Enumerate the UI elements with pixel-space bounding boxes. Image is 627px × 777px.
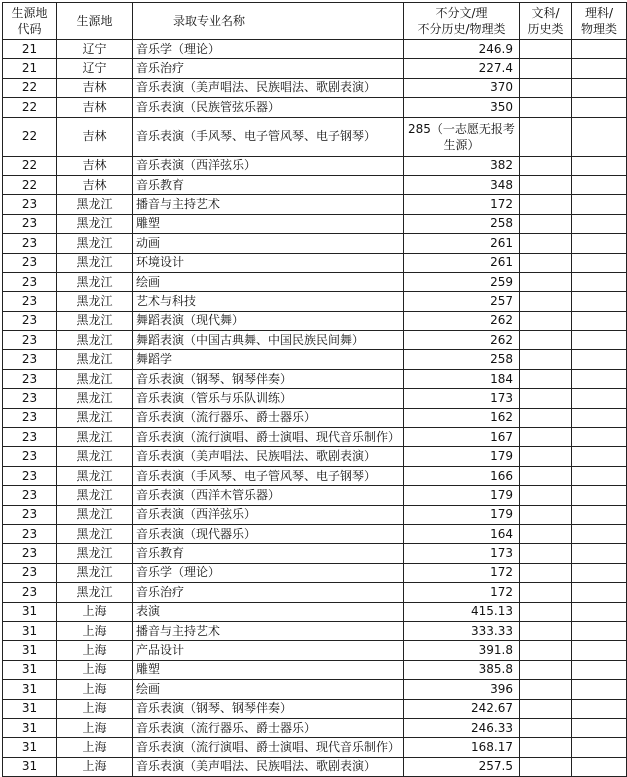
row-score-general: 184	[403, 369, 519, 388]
row-score-general: 385.8	[403, 660, 519, 679]
row-score-science	[571, 59, 626, 78]
row-score-general: 396	[403, 680, 519, 699]
row-score-arts	[519, 447, 571, 466]
row-score-arts	[519, 680, 571, 699]
row-score-science	[571, 428, 626, 447]
row-score-arts	[519, 641, 571, 660]
table-row	[3, 389, 627, 408]
row-score-science	[571, 98, 626, 117]
row-score-arts	[519, 59, 571, 78]
table-row	[3, 214, 627, 233]
row-code: 23	[3, 311, 57, 330]
row-score-arts	[519, 292, 571, 311]
table-row	[3, 641, 627, 660]
row-major: 音乐教育	[132, 544, 403, 563]
row-major: 播音与主持艺术	[132, 621, 403, 640]
row-major: 表演	[132, 602, 403, 621]
row-province: 上海	[56, 718, 132, 737]
row-score-science	[571, 563, 626, 582]
row-major: 音乐表演（美声唱法、民族唱法、歌剧表演）	[132, 78, 403, 97]
row-code: 22	[3, 117, 57, 156]
row-code: 23	[3, 466, 57, 485]
row-score-general: 246.9	[403, 40, 519, 59]
row-score-arts	[519, 253, 571, 272]
row-province: 上海	[56, 699, 132, 718]
row-score-general: 164	[403, 524, 519, 543]
row-code: 23	[3, 331, 57, 350]
row-province: 吉林	[56, 98, 132, 117]
row-score-science	[571, 757, 626, 776]
row-province: 黑龙江	[56, 369, 132, 388]
row-code: 22	[3, 156, 57, 175]
row-major: 动画	[132, 234, 403, 253]
row-code: 22	[3, 175, 57, 194]
row-score-science	[571, 505, 626, 524]
table-row	[3, 117, 627, 156]
row-score-arts	[519, 311, 571, 330]
row-score-general: 257.5	[403, 757, 519, 776]
header-code: 生源地代码	[3, 3, 57, 40]
row-province: 黑龙江	[56, 544, 132, 563]
row-province: 黑龙江	[56, 272, 132, 291]
table-row	[3, 195, 627, 214]
row-score-arts	[519, 175, 571, 194]
row-score-arts	[519, 234, 571, 253]
row-province: 辽宁	[56, 59, 132, 78]
row-code: 31	[3, 641, 57, 660]
row-code: 31	[3, 757, 57, 776]
table-row	[3, 544, 627, 563]
row-score-general: 172	[403, 195, 519, 214]
row-major: 音乐表演（西洋木管乐器）	[132, 486, 403, 505]
row-score-general: 172	[403, 563, 519, 582]
row-province: 上海	[56, 621, 132, 640]
row-major: 舞蹈表演（中国古典舞、中国民族民间舞）	[132, 331, 403, 350]
table-row	[3, 524, 627, 543]
row-province: 黑龙江	[56, 389, 132, 408]
row-score-arts	[519, 486, 571, 505]
row-code: 23	[3, 408, 57, 427]
row-score-general: 333.33	[403, 621, 519, 640]
row-score-arts	[519, 98, 571, 117]
row-score-general: 168.17	[403, 738, 519, 757]
row-score-arts	[519, 621, 571, 640]
row-score-general: 258	[403, 214, 519, 233]
row-score-general: 179	[403, 505, 519, 524]
row-major: 音乐表演（钢琴、钢琴伴奏）	[132, 699, 403, 718]
table-row	[3, 408, 627, 427]
row-score-general: 167	[403, 428, 519, 447]
table-row	[3, 466, 627, 485]
table-row	[3, 234, 627, 253]
row-province: 黑龙江	[56, 292, 132, 311]
row-code: 23	[3, 234, 57, 253]
table-row	[3, 156, 627, 175]
row-code: 23	[3, 563, 57, 582]
row-major: 音乐表演（管乐与乐队训练）	[132, 389, 403, 408]
row-major: 音乐表演（流行演唱、爵士演唱、现代音乐制作）	[132, 738, 403, 757]
row-score-science	[571, 486, 626, 505]
table-row	[3, 311, 627, 330]
row-province: 黑龙江	[56, 234, 132, 253]
row-score-general: 173	[403, 544, 519, 563]
row-score-general: 227.4	[403, 59, 519, 78]
row-major: 音乐表演（美声唱法、民族唱法、歌剧表演）	[132, 757, 403, 776]
row-province: 黑龙江	[56, 524, 132, 543]
row-major: 音乐学（理论）	[132, 563, 403, 582]
row-major: 音乐表演（现代器乐）	[132, 524, 403, 543]
table-row	[3, 253, 627, 272]
row-score-general: 172	[403, 583, 519, 602]
row-code: 23	[3, 272, 57, 291]
row-score-arts	[519, 117, 571, 156]
row-major: 音乐表演（钢琴、钢琴伴奏）	[132, 369, 403, 388]
row-code: 23	[3, 524, 57, 543]
row-score-science	[571, 156, 626, 175]
row-score-science	[571, 680, 626, 699]
row-score-arts	[519, 583, 571, 602]
row-score-general: 370	[403, 78, 519, 97]
table-row	[3, 583, 627, 602]
table-row	[3, 757, 627, 776]
table-body	[3, 40, 627, 777]
row-score-arts	[519, 602, 571, 621]
row-score-science	[571, 641, 626, 660]
row-score-science	[571, 214, 626, 233]
row-score-arts	[519, 369, 571, 388]
row-province: 辽宁	[56, 40, 132, 59]
row-province: 黑龙江	[56, 195, 132, 214]
row-score-arts	[519, 214, 571, 233]
row-score-general: 257	[403, 292, 519, 311]
row-code: 23	[3, 486, 57, 505]
row-score-science	[571, 311, 626, 330]
row-major: 音乐表演（西洋弦乐）	[132, 505, 403, 524]
row-score-general: 261	[403, 253, 519, 272]
row-province: 吉林	[56, 175, 132, 194]
row-score-science	[571, 117, 626, 156]
row-province: 上海	[56, 641, 132, 660]
row-major: 雕塑	[132, 660, 403, 679]
row-score-general: 179	[403, 486, 519, 505]
row-code: 31	[3, 699, 57, 718]
row-code: 23	[3, 583, 57, 602]
row-major: 音乐表演（手风琴、电子管风琴、电子钢琴）	[132, 117, 403, 156]
row-score-general: 382	[403, 156, 519, 175]
table-row	[3, 331, 627, 350]
row-code: 31	[3, 621, 57, 640]
table-row	[3, 175, 627, 194]
row-province: 黑龙江	[56, 466, 132, 485]
table-row	[3, 680, 627, 699]
row-province: 上海	[56, 680, 132, 699]
row-major: 绘画	[132, 680, 403, 699]
table-row	[3, 350, 627, 369]
row-score-general: 285（一志愿无报考生源）	[403, 117, 519, 156]
row-score-arts	[519, 505, 571, 524]
row-code: 21	[3, 59, 57, 78]
row-code: 31	[3, 660, 57, 679]
row-score-general: 350	[403, 98, 519, 117]
row-code: 22	[3, 78, 57, 97]
row-major: 音乐表演（流行器乐、爵士器乐）	[132, 408, 403, 427]
row-score-arts	[519, 757, 571, 776]
row-score-general: 162	[403, 408, 519, 427]
row-score-arts	[519, 660, 571, 679]
row-province: 黑龙江	[56, 253, 132, 272]
row-score-science	[571, 369, 626, 388]
header-province: 生源地	[56, 3, 132, 40]
row-score-arts	[519, 156, 571, 175]
row-score-general: 179	[403, 447, 519, 466]
row-score-science	[571, 175, 626, 194]
row-major: 舞蹈表演（现代舞）	[132, 311, 403, 330]
row-score-arts	[519, 331, 571, 350]
row-score-science	[571, 292, 626, 311]
row-code: 31	[3, 602, 57, 621]
row-score-arts	[519, 544, 571, 563]
header-score-general: 不分文/理 不分历史/物理类	[403, 3, 519, 40]
row-code: 23	[3, 214, 57, 233]
row-score-science	[571, 466, 626, 485]
table-row	[3, 369, 627, 388]
row-score-general: 415.13	[403, 602, 519, 621]
row-score-arts	[519, 466, 571, 485]
row-score-general: 246.33	[403, 718, 519, 737]
row-score-general: 258	[403, 350, 519, 369]
row-score-general: 166	[403, 466, 519, 485]
row-score-arts	[519, 699, 571, 718]
row-major: 绘画	[132, 272, 403, 291]
header-major: 录取专业名称	[132, 3, 403, 40]
row-major: 音乐治疗	[132, 59, 403, 78]
row-province: 黑龙江	[56, 563, 132, 582]
table-row	[3, 699, 627, 718]
row-code: 23	[3, 544, 57, 563]
table-row	[3, 486, 627, 505]
row-score-science	[571, 699, 626, 718]
row-score-arts	[519, 524, 571, 543]
row-score-science	[571, 544, 626, 563]
row-score-arts	[519, 40, 571, 59]
row-score-science	[571, 583, 626, 602]
row-score-arts	[519, 272, 571, 291]
row-province: 黑龙江	[56, 408, 132, 427]
row-major: 音乐表演（手风琴、电子管风琴、电子钢琴）	[132, 466, 403, 485]
row-code: 23	[3, 369, 57, 388]
table-row	[3, 660, 627, 679]
admission-scores-table	[2, 2, 627, 777]
row-score-arts	[519, 389, 571, 408]
row-score-science	[571, 350, 626, 369]
row-major: 音乐表演（流行演唱、爵士演唱、现代音乐制作）	[132, 428, 403, 447]
row-code: 23	[3, 253, 57, 272]
row-code: 22	[3, 98, 57, 117]
row-score-science	[571, 660, 626, 679]
row-code: 23	[3, 447, 57, 466]
row-score-science	[571, 408, 626, 427]
row-code: 23	[3, 389, 57, 408]
table-row	[3, 59, 627, 78]
row-score-general: 261	[403, 234, 519, 253]
row-score-science	[571, 602, 626, 621]
row-province: 黑龙江	[56, 447, 132, 466]
row-score-general: 259	[403, 272, 519, 291]
row-score-general: 391.8	[403, 641, 519, 660]
row-score-science	[571, 40, 626, 59]
row-major: 音乐治疗	[132, 583, 403, 602]
table-row	[3, 78, 627, 97]
row-score-general: 262	[403, 331, 519, 350]
row-score-science	[571, 718, 626, 737]
row-score-arts	[519, 408, 571, 427]
row-province: 黑龙江	[56, 486, 132, 505]
row-score-arts	[519, 428, 571, 447]
row-score-general: 262	[403, 311, 519, 330]
table-row	[3, 602, 627, 621]
row-score-science	[571, 389, 626, 408]
row-major: 音乐学（理论）	[132, 40, 403, 59]
row-score-arts	[519, 78, 571, 97]
row-major: 环境设计	[132, 253, 403, 272]
row-major: 音乐教育	[132, 175, 403, 194]
table-row	[3, 272, 627, 291]
row-code: 23	[3, 505, 57, 524]
header-score-science: 理科/ 物理类	[571, 3, 626, 40]
row-score-arts	[519, 195, 571, 214]
row-major: 播音与主持艺术	[132, 195, 403, 214]
row-score-science	[571, 331, 626, 350]
row-major: 音乐表演（民族管弦乐器）	[132, 98, 403, 117]
row-province: 黑龙江	[56, 583, 132, 602]
table-row	[3, 718, 627, 737]
row-score-general: 242.67	[403, 699, 519, 718]
row-code: 31	[3, 680, 57, 699]
row-province: 黑龙江	[56, 331, 132, 350]
row-province: 黑龙江	[56, 428, 132, 447]
table-row	[3, 428, 627, 447]
row-score-general: 348	[403, 175, 519, 194]
row-score-science	[571, 195, 626, 214]
row-code: 23	[3, 195, 57, 214]
row-province: 上海	[56, 738, 132, 757]
row-major: 音乐表演（美声唱法、民族唱法、歌剧表演）	[132, 447, 403, 466]
row-score-science	[571, 272, 626, 291]
row-province: 吉林	[56, 78, 132, 97]
header-score-arts: 文科/ 历史类	[519, 3, 571, 40]
row-score-science	[571, 447, 626, 466]
row-province: 上海	[56, 660, 132, 679]
table-row	[3, 447, 627, 466]
row-major: 音乐表演（流行器乐、爵士器乐）	[132, 718, 403, 737]
row-code: 31	[3, 718, 57, 737]
row-score-science	[571, 738, 626, 757]
row-province: 吉林	[56, 117, 132, 156]
row-score-science	[571, 78, 626, 97]
row-score-science	[571, 524, 626, 543]
table-row	[3, 40, 627, 59]
row-score-arts	[519, 350, 571, 369]
row-score-general: 173	[403, 389, 519, 408]
row-major: 音乐表演（西洋弦乐）	[132, 156, 403, 175]
table-row	[3, 292, 627, 311]
header-row	[3, 3, 627, 40]
row-code: 31	[3, 738, 57, 757]
row-province: 黑龙江	[56, 505, 132, 524]
row-province: 黑龙江	[56, 311, 132, 330]
table-row	[3, 738, 627, 757]
table-row	[3, 98, 627, 117]
row-province: 上海	[56, 602, 132, 621]
table-row	[3, 621, 627, 640]
row-code: 23	[3, 292, 57, 311]
row-major: 雕塑	[132, 214, 403, 233]
row-province: 黑龙江	[56, 214, 132, 233]
row-score-science	[571, 621, 626, 640]
row-province: 上海	[56, 757, 132, 776]
row-code: 23	[3, 428, 57, 447]
row-major: 舞蹈学	[132, 350, 403, 369]
row-score-science	[571, 253, 626, 272]
row-major: 产品设计	[132, 641, 403, 660]
row-score-arts	[519, 718, 571, 737]
row-code: 21	[3, 40, 57, 59]
row-province: 吉林	[56, 156, 132, 175]
table-row	[3, 563, 627, 582]
row-score-arts	[519, 563, 571, 582]
row-score-science	[571, 234, 626, 253]
row-province: 黑龙江	[56, 350, 132, 369]
row-score-arts	[519, 738, 571, 757]
row-major: 艺术与科技	[132, 292, 403, 311]
row-code: 23	[3, 350, 57, 369]
table-row	[3, 505, 627, 524]
